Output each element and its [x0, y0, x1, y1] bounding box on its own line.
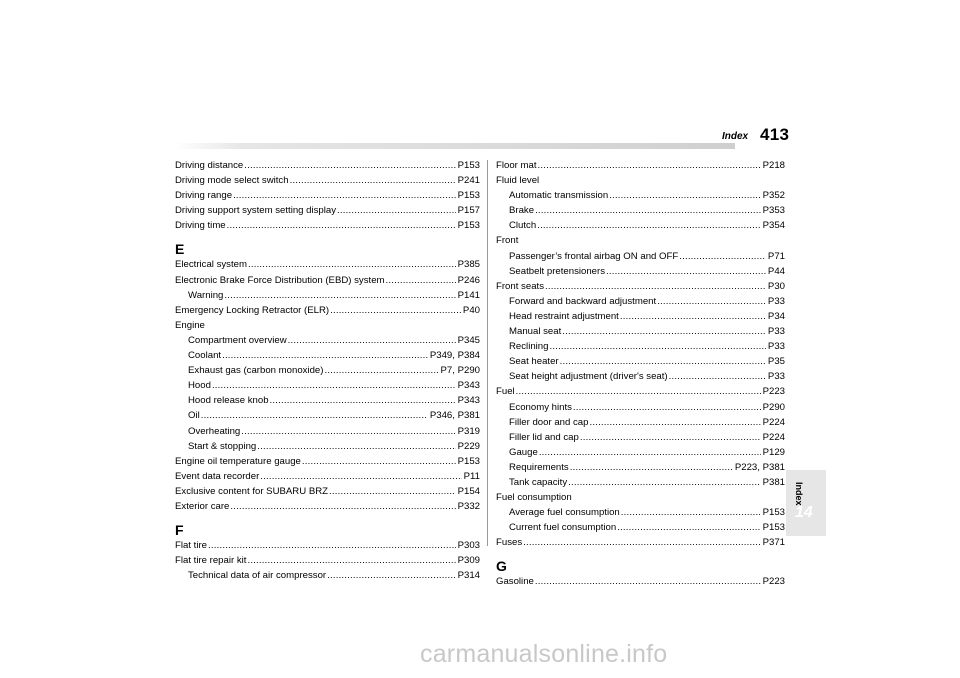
- index-entry-text: Fuel: [496, 386, 515, 398]
- header-rule: [175, 143, 735, 149]
- index-page-ref[interactable]: P345: [457, 334, 480, 346]
- index-entry-text: Fuses: [496, 537, 523, 549]
- dot-leader: [679, 249, 766, 264]
- index-subentry[interactable]: [175, 348, 480, 363]
- index-section-letter: E: [175, 241, 185, 258]
- index-subentry[interactable]: [496, 339, 785, 354]
- index-entry-text: Requirements: [509, 461, 569, 473]
- index-page-ref[interactable]: P229: [457, 440, 480, 452]
- index-page-ref[interactable]: P371: [762, 537, 785, 549]
- index-page-ref[interactable]: P153: [762, 522, 785, 534]
- index-page-ref[interactable]: P303: [457, 540, 480, 552]
- dot-leader: [270, 393, 456, 408]
- index-entry-text: Gauge: [509, 446, 538, 458]
- index-page-ref[interactable]: P332: [457, 500, 480, 512]
- chapter-tab[interactable]: [786, 470, 826, 536]
- index-page-ref[interactable]: P218: [762, 160, 785, 171]
- dot-leader: [535, 203, 761, 218]
- index-page-ref[interactable]: P353: [762, 205, 785, 217]
- dot-leader: [562, 324, 766, 339]
- index-entry-text: Exterior care: [175, 500, 230, 512]
- index-entry-text: Compartment overview: [188, 334, 287, 346]
- index-subentry[interactable]: [496, 369, 785, 384]
- index-page-ref[interactable]: P346, P381: [429, 410, 480, 422]
- index-subentry[interactable]: [175, 333, 480, 348]
- dot-leader: [247, 553, 455, 568]
- index-entry[interactable]: [175, 484, 480, 499]
- dot-leader: [609, 188, 760, 203]
- index-subentry[interactable]: [496, 475, 785, 490]
- index-subentry[interactable]: [496, 309, 785, 324]
- index-entry[interactable]: [175, 257, 480, 272]
- index-subentry[interactable]: [496, 400, 785, 415]
- dot-leader: [669, 369, 766, 384]
- index-subentry[interactable]: [175, 568, 480, 583]
- index-entry[interactable]: [175, 469, 480, 484]
- dot-leader: [589, 415, 760, 430]
- index-entry[interactable]: [496, 574, 785, 589]
- index-entry-text: Seat height adjustment (driver's seat): [509, 371, 668, 383]
- index-page-ref[interactable]: P157: [457, 205, 480, 217]
- dot-leader: [324, 363, 438, 378]
- index-page-ref[interactable]: P30: [767, 280, 785, 292]
- index-entry-text: Driving distance: [175, 160, 244, 171]
- dot-leader: [549, 339, 765, 354]
- dot-leader: [302, 454, 456, 469]
- index-subentry[interactable]: [496, 264, 785, 279]
- index-subentry[interactable]: [496, 218, 785, 233]
- index-entry[interactable]: [175, 273, 480, 288]
- index-entry-text: Engine oil temperature gauge: [175, 455, 301, 467]
- index-entry-text: Seatbelt pretensioners: [509, 265, 605, 277]
- index-page-ref[interactable]: P224: [762, 431, 785, 443]
- index-page-ref[interactable]: P290: [762, 401, 785, 413]
- index-page-ref[interactable]: P381: [762, 476, 785, 488]
- index-heading: Fuel consumption: [496, 492, 572, 504]
- watermark-text: carmanualsonline.info: [420, 640, 668, 668]
- index-entry-text: Exclusive content for SUBARU BRZ: [175, 485, 329, 497]
- index-entry-text: Reclining: [509, 341, 549, 353]
- index-subentry[interactable]: [175, 408, 480, 423]
- index-entry-text: Warning: [188, 289, 224, 301]
- index-page-ref[interactable]: P246: [457, 274, 480, 286]
- dot-leader: [560, 354, 766, 369]
- index-entry-text: Start & stopping: [188, 440, 257, 452]
- index-page-ref[interactable]: P343: [457, 380, 480, 392]
- dot-leader: [620, 309, 766, 324]
- column-divider: [487, 160, 488, 546]
- index-page-ref[interactable]: P44: [767, 265, 785, 277]
- index-page-ref[interactable]: P11: [463, 470, 480, 482]
- index-subentry[interactable]: [496, 505, 785, 520]
- index-subentry[interactable]: [496, 354, 785, 369]
- index-page-ref[interactable]: P309: [457, 555, 480, 567]
- index-entry-text: Automatic transmission: [509, 190, 609, 202]
- dot-leader: [329, 484, 456, 499]
- index-subentry[interactable]: [496, 445, 785, 460]
- dot-leader: [290, 173, 456, 188]
- index-entry-text: Current fuel consumption: [509, 522, 617, 534]
- index-entry-text: Passenger’s frontal airbag ON and OFF: [509, 250, 679, 262]
- index-subentry[interactable]: [496, 460, 785, 475]
- index-page-ref[interactable]: P153: [457, 190, 480, 202]
- index-section-letter: F: [175, 522, 184, 539]
- index-entry-text: Flat tire repair kit: [175, 555, 247, 567]
- index-entry[interactable]: [175, 454, 480, 469]
- dot-leader: [535, 574, 761, 589]
- index-page-ref[interactable]: P241: [457, 175, 480, 187]
- index-entry[interactable]: [175, 553, 480, 568]
- index-page-ref[interactable]: P349, P384: [429, 350, 480, 362]
- index-subentry[interactable]: [496, 520, 785, 535]
- index-heading: Fluid level: [496, 175, 540, 187]
- index-subentry[interactable]: [175, 439, 480, 454]
- index-page-ref[interactable]: P154: [457, 485, 480, 497]
- index-page-ref[interactable]: P153: [457, 455, 480, 467]
- index-page-ref[interactable]: P35: [767, 356, 785, 368]
- index-subentry[interactable]: [175, 424, 480, 439]
- dot-leader: [337, 203, 456, 218]
- index-entry-text: Flat tire: [175, 540, 207, 552]
- index-page-ref[interactable]: P314: [457, 570, 480, 582]
- dot-leader: [580, 430, 761, 445]
- index-entry[interactable]: [496, 384, 785, 399]
- dot-leader: [233, 188, 456, 203]
- index-heading: Engine: [175, 319, 205, 331]
- index-entry-text: Floor mat: [496, 160, 537, 171]
- index-heading: Front: [496, 235, 519, 247]
- header-section-title: Index: [722, 131, 749, 142]
- index-entry-text: Overheating: [188, 425, 241, 437]
- index-page-ref[interactable]: P319: [457, 425, 480, 437]
- index-entry-text: Clutch: [509, 220, 537, 232]
- index-entry-text: Average fuel consumption: [509, 507, 620, 519]
- dot-leader: [617, 520, 760, 535]
- index-subentry[interactable]: [496, 249, 785, 264]
- dot-leader: [516, 384, 761, 399]
- dot-leader: [545, 279, 766, 294]
- dot-leader: [657, 294, 766, 309]
- index-page-ref[interactable]: P352: [762, 190, 785, 202]
- dot-leader: [606, 264, 766, 279]
- index-page-ref[interactable]: P33: [767, 341, 785, 353]
- index-entry[interactable]: [496, 535, 785, 550]
- dot-leader: [208, 538, 456, 553]
- index-page-ref[interactable]: P385: [457, 259, 480, 271]
- index-entry-text: Driving range: [175, 190, 233, 202]
- index-entry-text: Gasoline: [496, 576, 534, 588]
- dot-leader: [573, 400, 761, 415]
- index-entry[interactable]: [175, 158, 480, 173]
- index-column-left: [175, 158, 480, 583]
- index-entry-text: Exhaust gas (carbon monoxide): [188, 365, 324, 377]
- dot-leader: [212, 378, 456, 393]
- index-entry-text: Emergency Locking Retractor (ELR): [175, 304, 330, 316]
- index-page-ref[interactable]: P71: [767, 250, 785, 262]
- index-page-ref[interactable]: P223: [762, 386, 785, 398]
- dot-leader: [241, 424, 455, 439]
- dot-leader: [230, 499, 455, 514]
- dot-leader: [537, 218, 760, 233]
- index-column-right: [496, 158, 785, 590]
- dot-leader: [248, 257, 456, 272]
- index-entry-text: Driving support system setting display: [175, 205, 337, 217]
- index-section-letter: G: [496, 558, 507, 575]
- index-subentry[interactable]: [496, 294, 785, 309]
- index-subentry[interactable]: [496, 324, 785, 339]
- index-entry-text: Tank capacity: [509, 476, 568, 488]
- index-page-ref[interactable]: P129: [762, 446, 785, 458]
- index-entry[interactable]: [175, 188, 480, 203]
- index-subentry[interactable]: [175, 288, 480, 303]
- index-page-ref[interactable]: P153: [457, 160, 480, 171]
- index-page-ref[interactable]: P153: [762, 507, 785, 519]
- index-entry-text: Filler lid and cap: [509, 431, 579, 443]
- chapter-tab-label: Index: [794, 482, 804, 506]
- chapter-tab-number: 14: [795, 504, 813, 521]
- index-page-ref[interactable]: P343: [457, 395, 480, 407]
- index-entry[interactable]: [175, 203, 480, 218]
- index-entry-text: Economy hints: [509, 401, 572, 413]
- index-entry-text: Hood release knob: [188, 395, 269, 407]
- dot-leader: [538, 158, 761, 173]
- dot-leader: [539, 445, 761, 460]
- index-entry[interactable]: [496, 279, 785, 294]
- index-entry[interactable]: [175, 538, 480, 553]
- index-page-ref[interactable]: P7, P290: [440, 365, 480, 377]
- index-page-ref[interactable]: P33: [767, 295, 785, 307]
- dot-leader: [288, 333, 456, 348]
- index-entry-text: Head restraint adjustment: [509, 310, 619, 322]
- index-entry-text: Technical data of air compressor: [188, 570, 327, 582]
- dot-leader: [621, 505, 761, 520]
- index-entry[interactable]: [175, 173, 480, 188]
- index-page-ref[interactable]: P224: [762, 416, 785, 428]
- index-entry-text: Seat heater: [509, 356, 559, 368]
- index-subentry[interactable]: [496, 188, 785, 203]
- index-page-ref[interactable]: P33: [767, 326, 785, 338]
- index-subentry[interactable]: [496, 430, 785, 445]
- index-page-ref[interactable]: P223, P381: [734, 461, 785, 473]
- index-entry[interactable]: [175, 218, 480, 233]
- index-subentry[interactable]: [175, 363, 480, 378]
- dot-leader: [523, 535, 760, 550]
- index-page-ref[interactable]: P141: [457, 289, 480, 301]
- index-page-ref[interactable]: P34: [767, 310, 785, 322]
- index-entry-text: Forward and backward adjustment: [509, 295, 657, 307]
- dot-leader: [330, 303, 461, 318]
- dot-leader: [201, 408, 428, 423]
- dot-leader: [327, 568, 455, 583]
- index-entry-text: Oil: [188, 410, 200, 422]
- dot-leader: [260, 469, 461, 484]
- dot-leader: [257, 439, 455, 454]
- index-entry[interactable]: [496, 158, 785, 173]
- dot-leader: [570, 460, 733, 475]
- index-entry-text: Brake: [509, 205, 535, 217]
- index-entry-text: Hood: [188, 380, 211, 392]
- dot-leader: [224, 288, 455, 303]
- index-entry-text: Electronic Brake Force Distribution (EBD) system: [175, 274, 385, 286]
- dot-leader: [386, 273, 456, 288]
- dot-leader: [222, 348, 428, 363]
- index-page-ref[interactable]: P33: [767, 371, 785, 383]
- index-subentry[interactable]: [175, 393, 480, 408]
- index-entry-text: Manual seat: [509, 326, 562, 338]
- index-page-ref[interactable]: P223: [762, 576, 785, 588]
- index-subentry[interactable]: [175, 378, 480, 393]
- index-entry-text: Driving mode select switch: [175, 175, 289, 187]
- index-entry-text: Front seats: [496, 280, 544, 292]
- dot-leader: [227, 218, 456, 233]
- index-page-ref[interactable]: P354: [762, 220, 785, 232]
- index-entry-text: Coolant: [188, 350, 222, 362]
- index-entry-text: Filler door and cap: [509, 416, 589, 428]
- page-number: 413: [760, 125, 790, 144]
- index-entry[interactable]: [175, 303, 480, 318]
- index-page-ref[interactable]: P153: [457, 220, 480, 232]
- index-subentry[interactable]: [496, 415, 785, 430]
- index-entry[interactable]: [175, 499, 480, 514]
- index-page-ref[interactable]: P40: [462, 304, 480, 316]
- index-entry-text: Electrical system: [175, 259, 247, 271]
- dot-leader: [568, 475, 760, 490]
- index-subentry[interactable]: [496, 203, 785, 218]
- index-entry-text: Event data recorder: [175, 470, 260, 482]
- dot-leader: [244, 158, 455, 173]
- index-entry-text: Driving time: [175, 220, 226, 232]
